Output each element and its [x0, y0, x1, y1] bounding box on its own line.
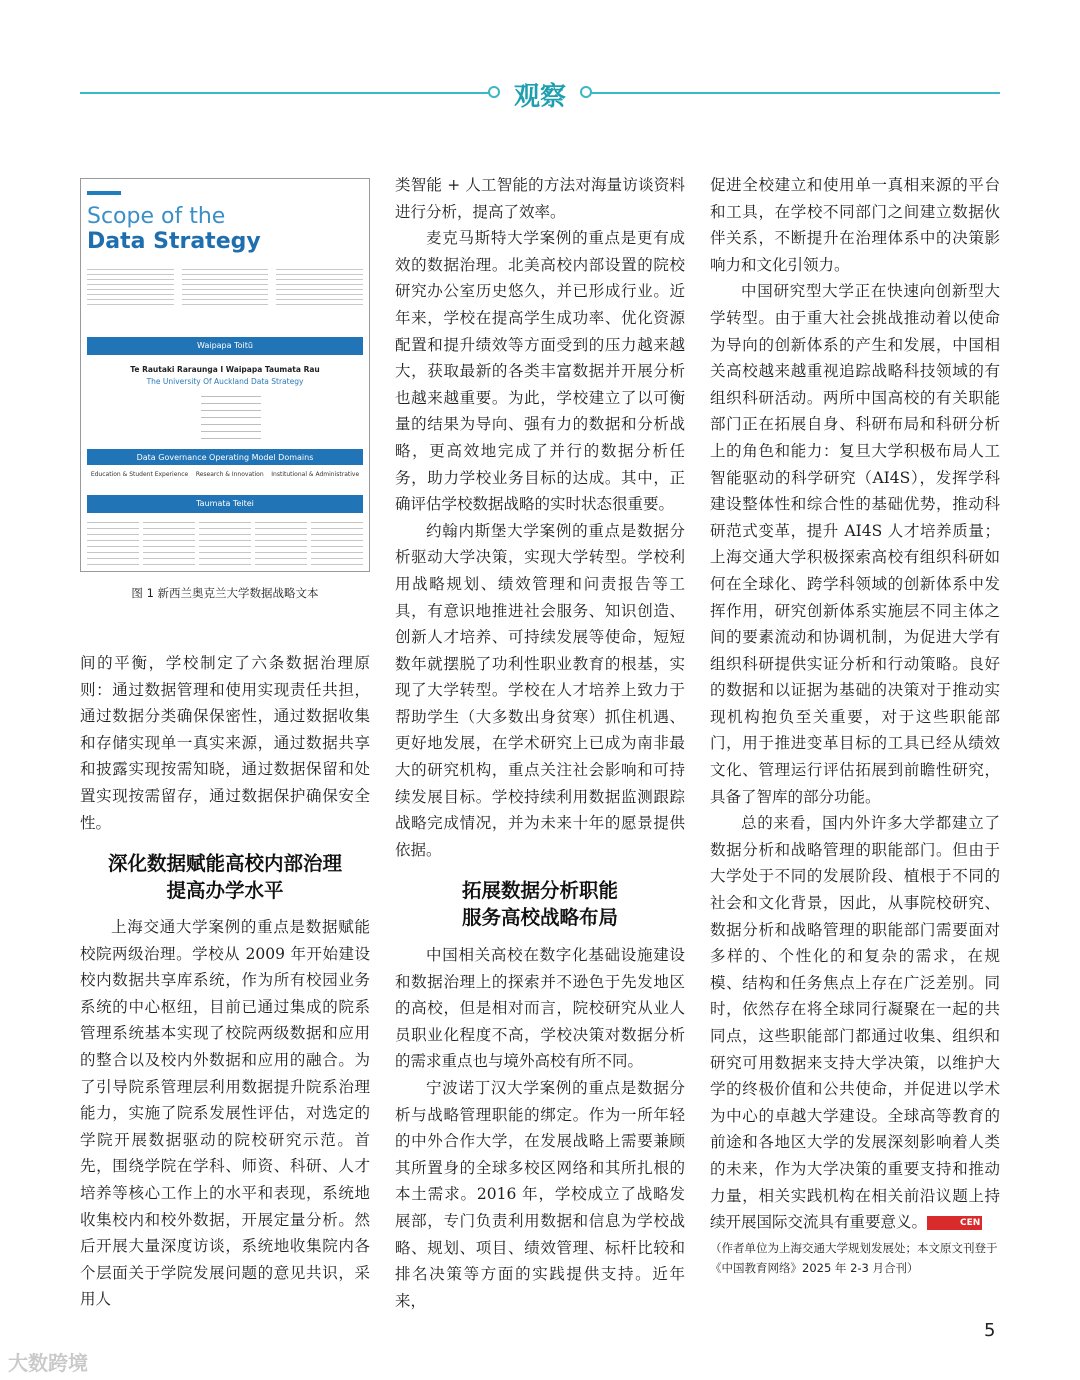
paragraph: 间的平衡，学校制定了六条数据治理原则：通过数据管理和使用实现责任共担，通过数据分类确保保密性，通过数据收集和存储实现单一真实来源，通过数据共享和披露实现按需知晓，通过数据保留和处置实现按需留存，通过数据保护确保安全性。 — [80, 654, 370, 832]
figure-title-line1: Scope of the — [87, 204, 226, 229]
watermark-logo: 大数跨境 — [8, 1351, 88, 1375]
heading-line: 服务高校战略布局 — [461, 906, 618, 929]
header-ornament-left — [488, 86, 500, 98]
header-rule-left — [80, 92, 492, 94]
heading-line: 拓展数据分析职能 — [461, 879, 618, 902]
column-2-bottom — [395, 942, 685, 1314]
paragraph: 宁波诺丁汉大学案例的重点是数据分析与战略管理职能的绑定。作为一所年轻的中外合作大学，在发展战略上需要兼顾其所置身的全球多校区网络和其所扎根的本土需求。2016 年，学校成立了战略发展部，专门负责利用数据和信息为学校战略、规划、项目、绩效管理、标杆比较和排名决策等方面的实践提供支持。近年来， — [395, 1078, 685, 1310]
figure-domain: Education & Student Experience — [90, 471, 189, 478]
figure-subtitle-maori: Te Rautaki Raraunga I Waipapa Taumata Rau — [130, 365, 320, 374]
figure-domain: Institutional & Administrative — [271, 471, 360, 478]
paragraph: 麦克马斯特大学案例的重点是更有成效的数据治理。北美高校内部设置的院校研究办公室历史悠久，并已形成行业。近年来，学校在提高学生成功率、优化资源配置和提升绩效等方面受到的压力越来越大，获取最新的各类丰富数据并开展分析也越来越重要。为此，学校建立了以可衡量的结果为导向、强有力的数据和分析战略，更高效地完成了并行的数据分析任务，助力学校业务目标的达成。其中，正确评估学校数据战略的实时状态很重要。 — [395, 229, 685, 514]
column-3 — [710, 172, 1000, 1236]
page-number: 5 — [984, 1320, 996, 1341]
section-heading-analytics — [395, 877, 685, 931]
column-2-top — [395, 172, 685, 863]
paragraph: 上海交通大学案例的重点是数据赋能校院两级治理。学校从 2009 年开始建设校内数据共享库系统，作为所有校园业务系统的中心枢纽，目前已通过集成的院系管理系统基本实现了校院两级数据和应用的整合以及校内外数据和应用的融合。为了引导院系管理层利用数据提升院系治理能力，实施了院系发展性评估，对选定的学院开展数据驱动的院校研究示范。首先，围绕学院在学科、师资、科研、人才培养等核心工作上的水平和表现，系统地收集校内和校外数据，开展定量分析。然后开展大量深度访谈，系统地收集院内各个层面关于学院发展问题的意见共识，采用人 — [80, 918, 370, 1309]
figure-accent-bar — [87, 191, 121, 195]
figure-band-top: Waipapa Toitū — [87, 337, 363, 355]
figure-detail-grid — [87, 519, 363, 567]
figure-band-bottom: Taumata Teitei — [87, 495, 363, 513]
section-title: 观察 — [513, 82, 566, 112]
data-strategy-figure — [80, 178, 370, 572]
figure-caption: 图 1 新西兰奥克兰大学数据战略文本 — [131, 586, 319, 600]
paragraph — [710, 810, 1000, 1236]
figure-band-domains: Data Governance Operating Model Domains — [87, 449, 363, 465]
header-rule-right — [590, 92, 1000, 94]
section-heading-governance — [80, 850, 370, 904]
cen-end-mark: CEN — [927, 1216, 982, 1230]
figure-domain: Research & Innovation — [195, 471, 264, 478]
paragraph: 中国相关高校在数字化基础设施建设和数据治理上的探索并不逊色于先发地区的高校，但是相对而言，院校研究从业人员职业化程度不高，学校决策对数据分析的需求重点也与境外高校有所不同。 — [395, 946, 685, 1071]
figure-intro-text — [87, 267, 363, 305]
paragraph: 约翰内斯堡大学案例的重点是数据分析驱动大学决策，实现大学转型。学校利用战略规划、绩效管理和问责报告等工具，有意识地推进社会服务、知识创造、创新人才培养、可持续发展等使命，短短数年就摆脱了功利性职业教育的根基，实现了大学转型。学校在人才培养上致力于帮助学生（大多数出身贫寒）抓住机遇、更好地发展，在学术研究上已成为南非最大的研究机构，重点关注社会影响和可持续发展目标。学校持续利用数据监测跟踪战略完成情况，并为未来十年的愿景提供依据。 — [395, 521, 685, 859]
heading-line: 提高办学水平 — [166, 879, 284, 902]
column-1-bottom — [80, 914, 370, 1313]
paragraph: 中国研究型大学正在快速向创新型大学转型。由于重大社会挑战推动着以使命为导向的创新体系的产生和发展，中国相关高校越来越重视追踪战略科技领域的有组织科研活动。两所中国高校的有关职能部门正在拓展自身、科研布局和科研分析上的角色和能力：复旦大学积极布局人工智能驱动的科学研究（AI4S），发挥学科建设整体性和综合性的基础优势，推动科研范式变革，提升 AI4S 人才培养质量；上海交通大学积极探索高校有组织科研如何在全球化、跨学科领域的创新体系中发挥作用，研究创新体系实施层不同主体之间的要素流动和协调机制，为促进大学有组织科研提供实证分析和行动策略。良好的数据和以证据为基础的决策对于推动实现机构抱负至关重要，对于这些职能部门，用于推进变革目标的工具已经从绩效文化、管理运行评估拓展到前瞻性研究，具备了智库的部分功能。 — [710, 282, 1000, 806]
paragraph: 类智能 + 人工智能的方法对海量访谈资料进行分析，提高了效率。 — [395, 176, 685, 221]
column-1-top — [80, 650, 370, 836]
author-note: （作者单位为上海交通大学规划发展处；本文原文刊登于《中国教育网络》2025 年 2-3 月合刊） — [710, 1241, 998, 1275]
heading-line: 深化数据赋能高校内部治理 — [107, 852, 342, 875]
figure-policy-list — [201, 393, 261, 441]
figure-domain-row — [87, 471, 363, 478]
figure-subtitle-english: The University Of Auckland Data Strategy — [146, 377, 304, 386]
paragraph: 促进全校建立和使用单一真相来源的平台和工具，在学校不同部门之间建立数据伙伴关系，不断提升在治理体系中的决策影响力和文化引领力。 — [710, 176, 1000, 274]
figure-title-line2: Data Strategy — [87, 229, 261, 254]
paragraph-text: 总的来看，国内外许多大学都建立了数据分析和战略管理的职能部门。但由于大学处于不同的发展阶段、植根于不同的社会和文化背景，因此，从事院校研究、数据分析和战略管理的职能部门需要面对多样的、个性化的和复杂的需求，在规模、结构和任务焦点上存在广泛差别。同时，依然存在将全球同行凝聚在一起的共同点，这些职能部门都通过收集、组织和研究可用数据来支持大学决策，以维护大学的终极价值和公共使命，并促进以学术为中心的卓越大学建设。全球高等教育的前途和各地区大学的发展深刻影响着人类的未来，作为大学决策的重要支持和推动力量，相关实践机构在相关前沿议题上持续开展国际交流具有重要意义。 — [710, 814, 1000, 1232]
